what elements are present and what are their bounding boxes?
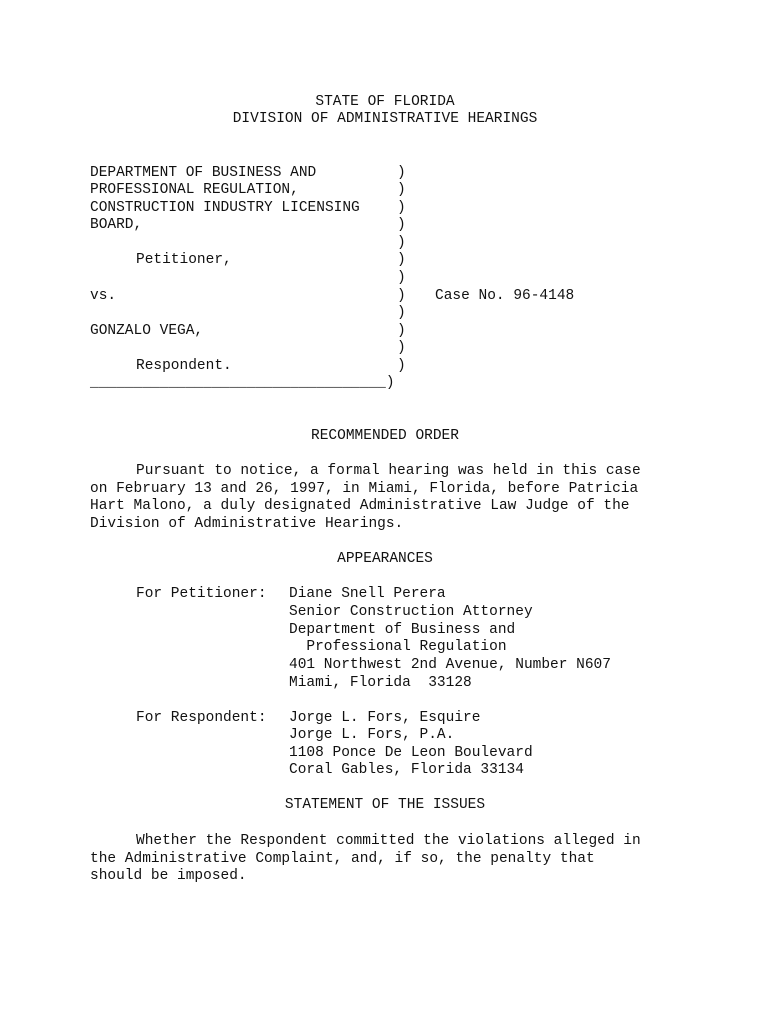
petitioner-counsel-line-5: 401 Northwest 2nd Avenue, Number N607 xyxy=(289,657,611,673)
petitioner-line-1: DEPARTMENT OF BUSINESS AND xyxy=(90,165,317,181)
petitioner-counsel-line-1: Diane Snell Perera xyxy=(289,586,446,602)
respondent-counsel-line-4: Coral Gables, Florida 33134 xyxy=(289,762,524,778)
versus: vs. xyxy=(90,288,117,304)
caption-bracket: ) xyxy=(397,217,406,233)
caption-bracket: ) xyxy=(397,270,406,286)
caption-bracket: ) xyxy=(397,288,406,304)
intro-line-2: on February 13 and 26, 1997, in Miami, Florida, before Patricia xyxy=(90,481,639,497)
header-division: DIVISION OF ADMINISTRATIVE HEARINGS xyxy=(232,111,538,127)
caption-bracket: ) xyxy=(397,358,406,374)
caption-bracket: ) xyxy=(397,252,406,268)
petitioner-line-4: BOARD, xyxy=(90,217,143,233)
header-state: STATE OF FLORIDA xyxy=(315,94,455,110)
respondent-counsel-line-3: 1108 Ponce De Leon Boulevard xyxy=(289,745,533,761)
appearances-heading: APPEARANCES xyxy=(337,551,433,567)
respondent-name: GONZALO VEGA, xyxy=(90,323,204,339)
issues-line-3: should be imposed. xyxy=(90,868,247,884)
caption-underline: __________________________________) xyxy=(90,375,395,391)
caption-bracket: ) xyxy=(397,305,406,321)
petitioner-counsel-line-6: Miami, Florida 33128 xyxy=(289,675,472,691)
caption-bracket: ) xyxy=(397,340,406,356)
petitioner-role: Petitioner, xyxy=(136,252,232,268)
case-number: Case No. 96-4148 xyxy=(435,288,575,304)
respondent-counsel-line-2: Jorge L. Fors, P.A. xyxy=(289,727,455,743)
petitioner-counsel-line-2: Senior Construction Attorney xyxy=(289,604,533,620)
issues-heading: STATEMENT OF THE ISSUES xyxy=(284,797,486,813)
respondent-label: For Respondent: xyxy=(136,710,267,726)
respondent-role: Respondent. xyxy=(136,358,232,374)
caption-bracket: ) xyxy=(397,323,406,339)
caption-bracket: ) xyxy=(397,235,406,251)
caption-bracket: ) xyxy=(397,200,406,216)
intro-line-3: Hart Malono, a duly designated Administrative Law Judge of the xyxy=(90,498,630,514)
order-title: RECOMMENDED ORDER xyxy=(311,428,459,444)
intro-line-4: Division of Administrative Hearings. xyxy=(90,516,404,532)
petitioner-line-3: CONSTRUCTION INDUSTRY LICENSING xyxy=(90,200,360,216)
petitioner-counsel-line-4: Professional Regulation xyxy=(289,639,507,655)
issues-line-1: Whether the Respondent committed the violations alleged in xyxy=(136,833,641,849)
petitioner-line-2: PROFESSIONAL REGULATION, xyxy=(90,182,299,198)
respondent-counsel-line-1: Jorge L. Fors, Esquire xyxy=(289,710,481,726)
petitioner-counsel-line-3: Department of Business and xyxy=(289,622,516,638)
caption-bracket: ) xyxy=(397,165,406,181)
intro-line-1: Pursuant to notice, a formal hearing was held in this case xyxy=(136,463,641,479)
petitioner-label: For Petitioner: xyxy=(136,586,267,602)
caption-bracket: ) xyxy=(397,182,406,198)
issues-line-2: the Administrative Complaint, and, if so, the penalty that xyxy=(90,851,595,867)
